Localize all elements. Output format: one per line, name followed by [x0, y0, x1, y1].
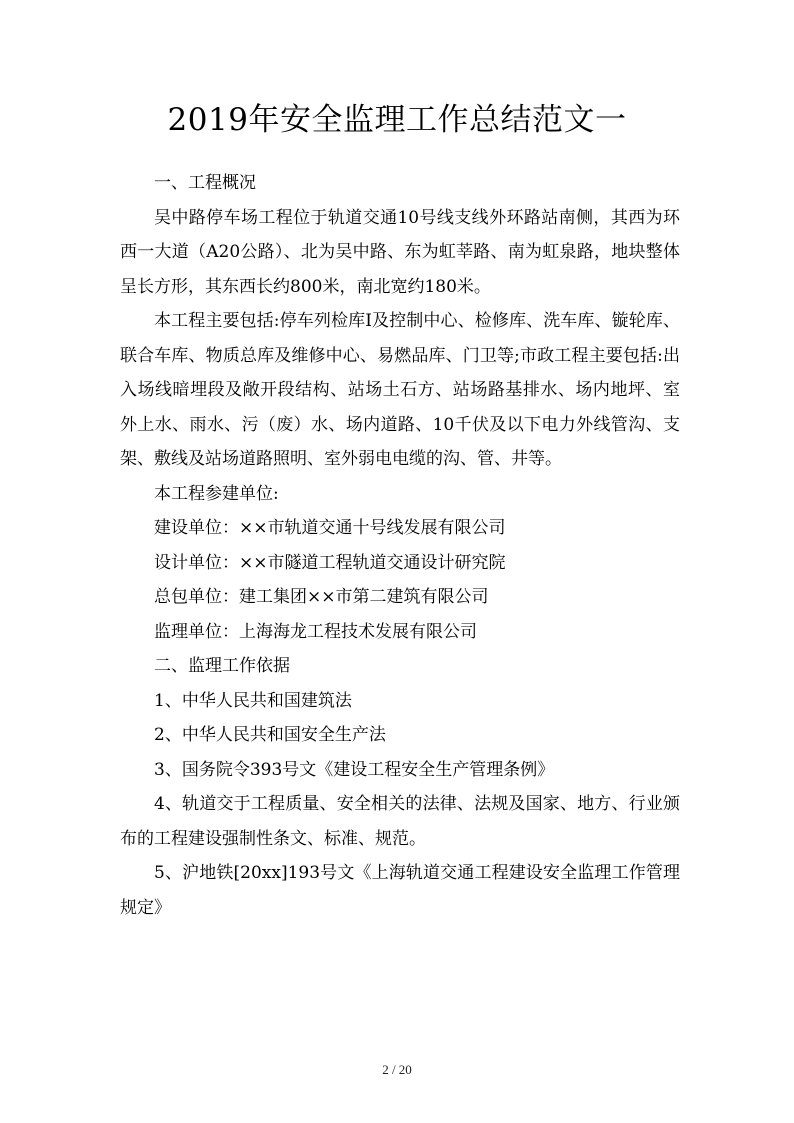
section-heading-basis: 二、监理工作依据 [154, 656, 290, 676]
basis-item-5: 5、沪地铁[20xx]193号文《上海轨道交通工程建设安全监理工作管理规定》 [120, 863, 680, 918]
paragraph-scope: 本工程主要包括:停车列检库Ⅰ及控制中心、检修库、洗车库、镟轮库、联合车库、物质总库及维修中心、易燃品库、门卫等;市政工程主要包括:出入场线暗埋段及敞开段结构、站场土石方、站场路基排水、场内地坪、室外上水、雨水、污（废）水、场内道路、10千伏及以下电力外线管沟、支架、敷线及站场道路照明、室外弱电电缆的沟、管、井等。 [120, 311, 680, 469]
participant-supervisor: 监理单位：上海海龙工程技术发展有限公司 [154, 621, 477, 642]
paragraph-location: 吴中路停车场工程位于轨道交通10号线支线外环路站南侧，其西为环西一大道（A20公路）、北为吴中路、东为虹莘路、南为虹泉路，地块整体呈长方形，其东西长约800米，南北宽约180米。 [120, 207, 680, 297]
basis-item-2: 2、中华人民共和国安全生产法 [154, 725, 386, 745]
document-title: 2019年安全监理工作总结范文一 [167, 102, 627, 138]
participant-designer: 设计单位：××市隧道工程轨道交通设计研究院 [154, 552, 506, 573]
paragraph-participants-heading: 本工程参建单位: [154, 483, 279, 504]
document-body [120, 166, 680, 925]
page-number: 2 / 20 [382, 1062, 412, 1077]
basis-item-3: 3、国务院令393号文《建设工程安全生产管理条例》 [154, 759, 555, 780]
participant-owner: 建设单位：××市轨道交通十号线发展有限公司 [154, 518, 506, 538]
section-heading-overview: 一、工程概况 [154, 173, 256, 193]
basis-item-1: 1、中华人民共和国建筑法 [154, 690, 352, 711]
basis-item-4: 4、轨道交于工程质量、安全相关的法律、法规及国家、地方、行业颁布的工程建设强制性条文、标准、规范。 [120, 794, 680, 849]
participant-contractor: 总包单位：建工集团××市第二建筑有限公司 [154, 587, 489, 607]
